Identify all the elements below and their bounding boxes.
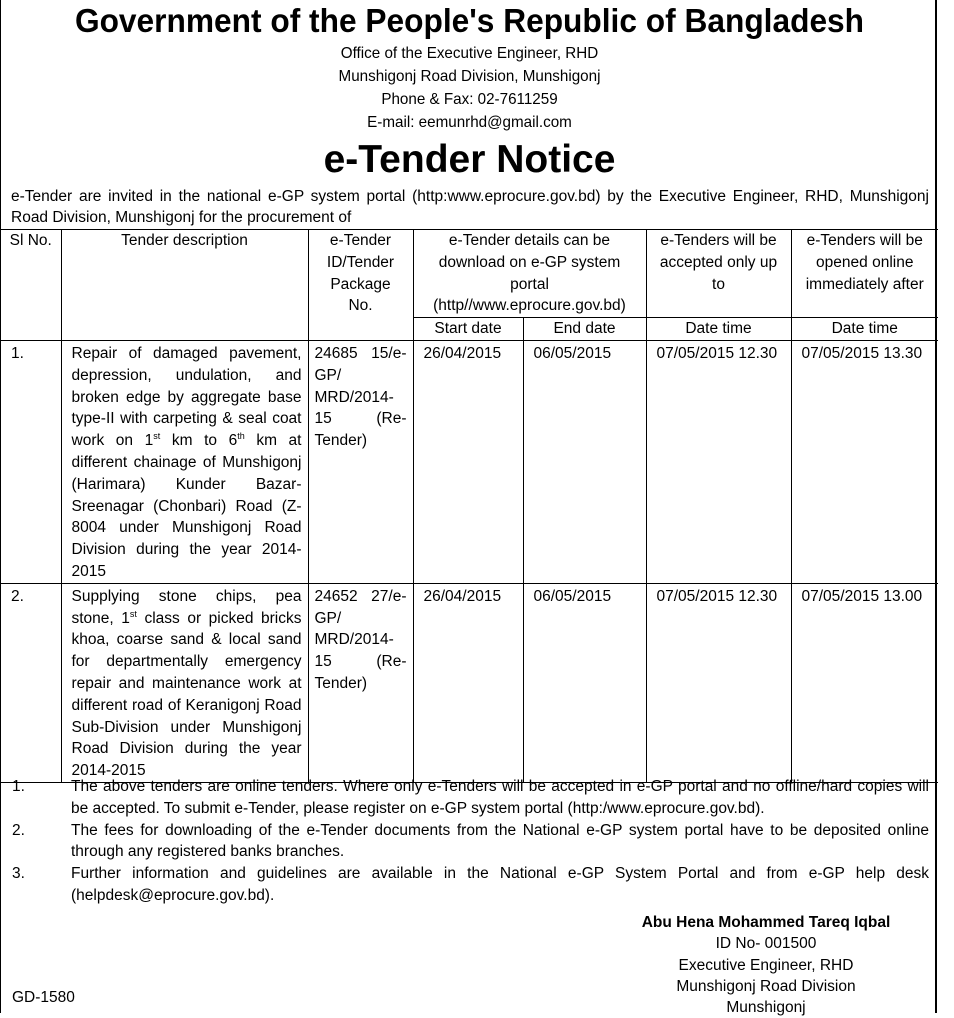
signatory-id: ID No- 001500	[715, 935, 817, 953]
email-line: E-mail: eemunrhd@gmail.com	[367, 114, 572, 131]
intro-paragraph: e-Tender are invited in the national e-GP system portal (http:www.eprocure.gov.bd) by the Executive Engineer, RHD, Munshigonj Road Division, Munshigonj for the procurement of	[11, 188, 929, 226]
notes-list	[1, 776, 938, 907]
row-accept-date-time: 07/05/2015 12.30	[646, 583, 791, 782]
row-end-date: 06/05/2015	[523, 340, 646, 583]
row-sl: 2.	[1, 583, 61, 782]
tender-table	[1, 229, 938, 783]
note-number: 3.	[12, 865, 25, 883]
signatory-division: Munshigonj Road Division	[676, 977, 856, 995]
row-description: Repair of damaged pavement, depression, undulation, and broken edge by aggregate base type-II with carpeting & seal coat work on 1st km to 6th km at different chainage of Munshigonj (Harimara) Kunder Bazar-Sreenagar (Chonbari) Road (Z-8004 under Munshigonj Road Division during the year 2014-2015	[61, 340, 308, 583]
header-end-date: End date	[523, 318, 646, 341]
list-item	[1, 776, 938, 820]
signature-block	[601, 912, 931, 1018]
notice-title: e-Tender Notice	[323, 138, 616, 181]
gd-number: GD-1580	[12, 989, 75, 1006]
header-opened: e-Tenders will be opened online immediately after	[791, 230, 938, 318]
row-tender-id: 24652 27/e-GP/ MRD/2014-15 (Re-Tender)	[308, 583, 413, 782]
header-open-date-time: Date time	[791, 318, 938, 341]
note-number: 1.	[12, 778, 25, 795]
note-text: The fees for downloading of the e-Tender documents from the National e-GP system portal have to be deposited online through any registered banks branches.	[71, 821, 929, 861]
row-start-date: 26/04/2015	[413, 340, 523, 583]
row-start-date: 26/04/2015	[413, 583, 523, 782]
row-accept-date-time: 07/05/2015 12.30	[646, 340, 791, 583]
list-item	[1, 820, 938, 864]
table-header-row	[1, 230, 938, 318]
header-accepted: e-Tenders will be accepted only up to	[646, 230, 791, 318]
header-sl: Sl No.	[1, 230, 61, 341]
division-line: Munshigonj Road Division, Munshigonj	[338, 68, 601, 85]
signatory-title: Executive Engineer, RHD	[678, 956, 854, 974]
government-heading: Government of the People's Republic of Bangladesh	[74, 2, 865, 39]
phone-fax-line: Phone & Fax: 02-7611259	[381, 91, 558, 108]
signatory-place: Munshigonj	[726, 999, 806, 1017]
table-row	[1, 340, 938, 583]
row-open-date-time: 07/05/2015 13.00	[791, 583, 938, 782]
office-line: Office of the Executive Engineer, RHD	[340, 45, 599, 62]
header-description: Tender description	[61, 230, 308, 341]
note-number: 2.	[12, 821, 25, 839]
header-start-date: Start date	[413, 318, 523, 341]
list-item	[1, 863, 938, 907]
signatory-name: Abu Hena Mohammed Tareq Iqbal	[641, 914, 891, 931]
row-end-date: 06/05/2015	[523, 583, 646, 782]
header-download: e-Tender details can be download on e-GP system portal (http//www.eprocure.gov.bd)	[413, 230, 646, 318]
note-text: The above tenders are online tenders. Where only e-Tenders will be accepted in e-GP portal and no offline/hard copies will be accepted. To submit e-Tender, please register on e-GP system portal (http:/www.eprocure.gov.bd).	[71, 778, 929, 817]
note-text: Further information and guidelines are available in the National e-GP System Portal and from e-GP help desk (helpdesk@eprocure.gov.bd).	[71, 865, 929, 904]
header-accept-date-time: Date time	[646, 318, 791, 341]
header-tender-id: e-Tender ID/Tender Package No.	[308, 230, 413, 341]
row-description: Supplying stone chips, pea stone, 1st class or picked bricks khoa, coarse sand & local sand for departmentally emergency repair and maintenance work at different road of Keranigonj Road Sub-Division under Munshigonj Road Division during the year 2014-2015	[61, 583, 308, 782]
table-row	[1, 583, 938, 782]
row-sl: 1.	[1, 340, 61, 583]
row-open-date-time: 07/05/2015 13.30	[791, 340, 938, 583]
row-tender-id: 24685 15/e-GP/ MRD/2014-15 (Re-Tender)	[308, 340, 413, 583]
